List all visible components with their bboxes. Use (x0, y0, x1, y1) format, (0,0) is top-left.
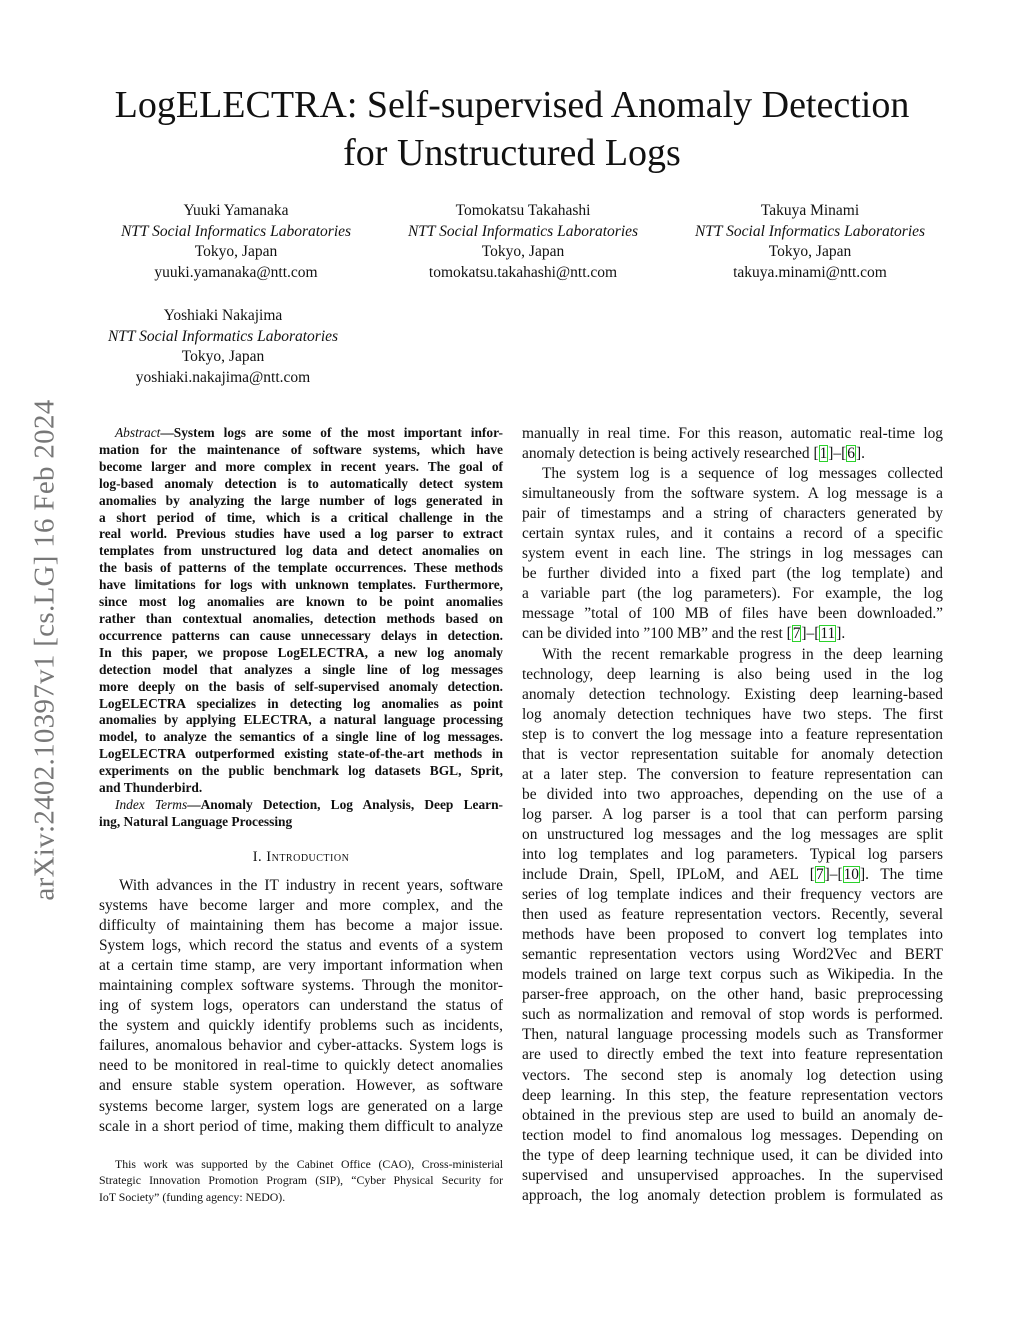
title-line: LogELECTRA: Self-supervised Anomaly Detection (114, 84, 910, 126)
line-text: Strategic Innovation Promotion Program (SIP), “Cyber Physical Security for (99, 1173, 503, 1188)
text-line (522, 665, 943, 685)
line-text: —Anomaly Detection, Log Analysis, Deep Learn- (187, 796, 503, 812)
text-line (99, 1172, 503, 1188)
text-line (99, 936, 503, 956)
line-text: systems have become larger and more complex, and the (99, 897, 503, 915)
text-line (99, 628, 503, 645)
line-text: a short period of time, which is a critical challenge in the (99, 509, 503, 525)
text-line (99, 543, 503, 560)
line-text: IoT Society” (funding agency: NEDO). (99, 1189, 286, 1204)
line-text: approach, the log anomaly detection problem is formulated as (522, 1186, 943, 1204)
line-text: semantic representation vectors using Word2Vec and BERT (522, 946, 943, 964)
text-line (99, 560, 503, 577)
text-line (522, 604, 943, 624)
paragraph (99, 876, 503, 1137)
text-line (522, 645, 943, 665)
line-text: The system log is a sequence of log messages collected (542, 465, 943, 483)
text-line (522, 965, 943, 985)
text-line (99, 876, 503, 896)
line-text: simultaneously from the software system. A log message is a (522, 485, 943, 503)
text-line (99, 814, 503, 831)
text-line (99, 1076, 503, 1096)
text-line (99, 611, 503, 628)
line-text: the type of deep learning technique used, it can be divided into (522, 1146, 943, 1164)
line-text: log anomaly detection techniques have two steps. The first (522, 705, 943, 723)
text-line (522, 524, 943, 544)
line-text: anomalies by analyzing the large number of logs generated in (99, 492, 503, 508)
line-text: such as normalization and removal of stop words is performed. (522, 1006, 943, 1024)
abstract-text (99, 425, 503, 797)
section-heading: I. Introduction (252, 849, 350, 865)
text-line (99, 493, 503, 510)
line-text: ing of system logs, operators can understand the status of (99, 997, 503, 1015)
line-text: since most log anomalies are known to be point anomalies (99, 594, 503, 610)
text-line (99, 1056, 503, 1076)
text-line (522, 745, 943, 765)
author-affiliation: NTT Social Informatics Laboratories (694, 222, 926, 240)
author-name: Yoshiaki Nakajima (163, 307, 283, 324)
line-text: pair of timestamps and a string of characters generated by (522, 505, 943, 523)
line-text: include Drain, Spell, IPLoM, and AEL [7]–[10]. The time (522, 866, 943, 884)
author-name: Takuya Minami (760, 202, 860, 219)
line-text: detection model that analyzes a single line of log messages (99, 661, 503, 677)
line-text: certain syntax rules, and it contains a record of a specific (522, 525, 943, 543)
text-line (99, 662, 503, 679)
line-text: step is to convert the log message into a feature representation (522, 725, 943, 743)
text-line (99, 1156, 503, 1172)
line-text: on unstructured log messages and the log messages are split (522, 825, 943, 843)
text-line (522, 1086, 943, 1106)
paragraph (522, 424, 943, 464)
text-line (99, 712, 503, 729)
text-line (99, 679, 503, 696)
text-line (99, 1189, 503, 1205)
line-text: Then, natural language processing models such as Transformer (522, 1026, 943, 1044)
text-line (522, 805, 943, 825)
title-line: for Unstructured Logs (343, 132, 681, 174)
text-line (522, 444, 943, 464)
line-text: parser-free approach, on the other hand, basic preprocessing (522, 986, 943, 1004)
line-text: maintaining complex software systems. Through the monitor- (99, 977, 503, 995)
citation-link[interactable]: 10 (843, 866, 859, 884)
index-terms (99, 797, 503, 831)
line-text: rather than contextual anomalies, detection methods based on (99, 610, 503, 626)
text-line (522, 1146, 943, 1166)
line-text: System logs, which record the status and events of a system (99, 937, 503, 955)
line-text: at a certain time stamp, are very important information when (99, 957, 503, 975)
text-line (522, 925, 943, 945)
text-line (522, 624, 943, 644)
text-line (99, 996, 503, 1016)
line-text: anomalies by applying ELECTRA, a natural language processing (99, 712, 503, 728)
line-text: occurrence patterns can cause unnecessary delays in detection. (99, 627, 503, 643)
line-text: ing, Natural Language Processing (99, 813, 293, 829)
line-text: can be divided into ”100 MB” and the rest [7]–[11]. (522, 625, 846, 643)
text-line (522, 1126, 943, 1146)
text-line (522, 1025, 943, 1045)
line-text: real world. Previous studies have used a log parser to extract (99, 526, 503, 542)
text-line (99, 729, 503, 746)
text-line (99, 780, 503, 797)
text-line (99, 696, 503, 713)
footnote (99, 1156, 503, 1205)
line-text: log parser. A log parser is a tool that can perform parsing (522, 805, 943, 823)
line-text: that is vector representation suitable for anomaly detection (522, 745, 943, 763)
line-text: LogELECTRA outperformed existing state-of-the-art methods in (99, 746, 503, 762)
text-line (522, 705, 943, 725)
line-text: become larger and more complex in recent years. The goal of (99, 458, 503, 474)
text-line (99, 459, 503, 476)
line-text: manually in real time. For this reason, automatic real-time log (522, 425, 943, 442)
line-text: model, to analyze the semantics of a single line of log messages. (99, 729, 503, 745)
text-line (99, 1117, 503, 1137)
line-text: obtained in the previous step are used to build an anomaly de- (522, 1106, 943, 1124)
line-text: experiments on the public benchmark log datasets BGL, Sprit, (99, 763, 503, 779)
text-line (522, 985, 943, 1005)
text-line (99, 916, 503, 936)
text-line (522, 424, 943, 444)
citation-link[interactable]: 6 (847, 445, 855, 463)
line-text: deep learning. In this step, the feature representation vectors (522, 1086, 943, 1104)
text-line (522, 544, 943, 564)
footnote-text (99, 1156, 503, 1205)
line-text: supervised and unsupervised approaches. In the supervised (522, 1166, 943, 1184)
author-location: Tokyo, Japan (194, 243, 278, 261)
line-text: methods have been proposed to convert log templates into (522, 926, 943, 944)
line-text: technology, deep learning is also being used in the log (522, 665, 943, 683)
text-line (99, 746, 503, 763)
author-block (373, 201, 673, 284)
text-line (522, 1066, 943, 1086)
text-line (99, 442, 503, 459)
text-line (99, 510, 503, 527)
author-email: tomokatsu.takahashi@ntt.com (428, 264, 618, 282)
author-block (660, 201, 960, 284)
author-affiliation: NTT Social Informatics Laboratories (107, 327, 339, 345)
text-line (522, 765, 943, 785)
author-name: Tomokatsu Takahashi (455, 202, 591, 219)
line-text: be further divided into a fixed part (the log template) and (522, 565, 943, 583)
text-line (99, 797, 503, 814)
line-text: log-based anomaly detection is to automatically detect system (99, 475, 503, 491)
line-text: have limitations for logs with unknown templates. Furthermore, (99, 577, 503, 593)
text-line (99, 1097, 503, 1117)
author-email: yuuki.yamanaka@ntt.com (154, 264, 318, 282)
text-line (99, 763, 503, 780)
line-text: then used as feature representation vectors. Recently, several (522, 906, 943, 924)
line-text: With the recent remarkable progress in the deep learning (542, 645, 943, 663)
line-text: anomaly detection technology. Existing deep learning-based (522, 685, 943, 703)
text-line (522, 825, 943, 845)
paragraph (522, 645, 943, 1206)
paper-title (0, 81, 1024, 177)
line-text: need to be monitored in real-time to quickly detect anomalies (99, 1057, 503, 1075)
text-line (522, 1005, 943, 1025)
text-line (522, 905, 943, 925)
text-line (522, 725, 943, 745)
line-text: are used to directly embed the text into feature representation (522, 1046, 943, 1064)
text-line (522, 584, 943, 604)
line-text: message ”total of 100 MB of files have been downloaded.” (522, 605, 943, 623)
introduction-left-column (99, 876, 503, 1137)
text-line (522, 1186, 943, 1206)
author-email: yoshiaki.nakajima@ntt.com (135, 369, 311, 387)
citation-link[interactable]: 1 (819, 445, 828, 463)
text-line (522, 1166, 943, 1186)
author-name: Yuuki Yamanaka (183, 202, 289, 219)
text-line (522, 464, 943, 484)
line-text: system event in each line. The strings in log messages can (522, 545, 943, 563)
line-text: the system and quickly identify problems such as incidents, (99, 1017, 503, 1035)
author-block (73, 306, 373, 389)
text-line (99, 425, 503, 442)
text-line (99, 526, 503, 543)
text-line (99, 645, 503, 662)
text-line (522, 484, 943, 504)
line-text: —System logs are some of the most important infor- (160, 425, 503, 440)
line-text: a variable part (the log parameters). For example, the log (522, 585, 943, 603)
line-text: and Thunderbird. (99, 780, 203, 796)
line-text: mation for the maintenance of software systems, which have (99, 441, 503, 457)
text-line (522, 685, 943, 705)
citation-link[interactable]: 7 (815, 866, 824, 884)
author-email: takuya.minami@ntt.com (733, 264, 887, 282)
author-location: Tokyo, Japan (481, 243, 565, 261)
text-line (522, 845, 943, 865)
line-text: more deeply on the basis of self-supervised anomaly detection. (99, 678, 503, 694)
line-text: at a later step. The conversion to feature representation can (522, 765, 943, 783)
author-block (86, 201, 386, 284)
line-text: In this paper, we propose LogELECTRA, a new log anomaly (99, 644, 503, 660)
line-text: LogELECTRA specializes in detecting log anomalies as point (99, 695, 503, 711)
text-line (99, 1036, 503, 1056)
text-line (99, 476, 503, 493)
text-line (99, 577, 503, 594)
author-location: Tokyo, Japan (768, 243, 852, 261)
text-line (99, 1016, 503, 1036)
line-text: models trained on large text corpus such as Wikipedia. In the (522, 966, 943, 984)
line-text: tection model to find anomalous log messages. Depending on (522, 1126, 943, 1144)
text-line (522, 564, 943, 584)
text-line (522, 865, 943, 885)
line-text: anomaly detection is being actively researched [1]–[6]. (522, 445, 865, 463)
text-line (522, 945, 943, 965)
line-text: This work was supported by the Cabinet Office (CAO), Cross-ministerial (115, 1157, 503, 1171)
citation-link[interactable]: 11 (820, 625, 836, 643)
text-line (522, 504, 943, 524)
line-text: With advances in the IT industry in recent years, software (119, 877, 503, 894)
line-text: scale in a short period of time, making them difficult to analyze (99, 1117, 503, 1135)
arxiv-identifier: arXiv:2402.10397v1 [cs.LG] 16 Feb 2024 (28, 399, 61, 901)
line-text: be divided into two approaches, depending on the use of a (522, 785, 943, 803)
text-line (522, 885, 943, 905)
paragraph (522, 464, 943, 644)
line-text: failures, anomalous behavior and cyber-attacks. System logs is (99, 1037, 503, 1055)
citation-link[interactable]: 7 (792, 625, 801, 643)
text-line (522, 1045, 943, 1065)
text-line (99, 976, 503, 996)
line-text: into log templates and log parameters. Typical log parsers (522, 845, 943, 863)
section-label: Index Terms (115, 796, 188, 812)
line-text: templates from unstructured log data and detect anomalies on (99, 543, 503, 559)
introduction-right-column (522, 424, 943, 1206)
text-line (522, 785, 943, 805)
line-text: vectors. The second step is anomaly log detection using (522, 1066, 943, 1084)
line-text: and ensure stable system operation. However, as software (99, 1077, 503, 1095)
text-line (99, 594, 503, 611)
line-text: the basis of patterns of the template occurrences. These methods (99, 560, 503, 576)
section-label: Abstract (115, 425, 161, 440)
text-line (99, 956, 503, 976)
line-text: series of log template indices and their frequency vectors are (522, 886, 943, 904)
text-line (522, 1106, 943, 1126)
abstract (99, 425, 503, 831)
line-text: systems become larger, system logs are generated on a large (99, 1097, 503, 1115)
text-line (99, 896, 503, 916)
author-affiliation: NTT Social Informatics Laboratories (120, 222, 352, 240)
author-location: Tokyo, Japan (181, 348, 265, 366)
author-affiliation: NTT Social Informatics Laboratories (407, 222, 639, 240)
line-text: difficulty of maintaining them has become a major issue. (99, 917, 503, 935)
